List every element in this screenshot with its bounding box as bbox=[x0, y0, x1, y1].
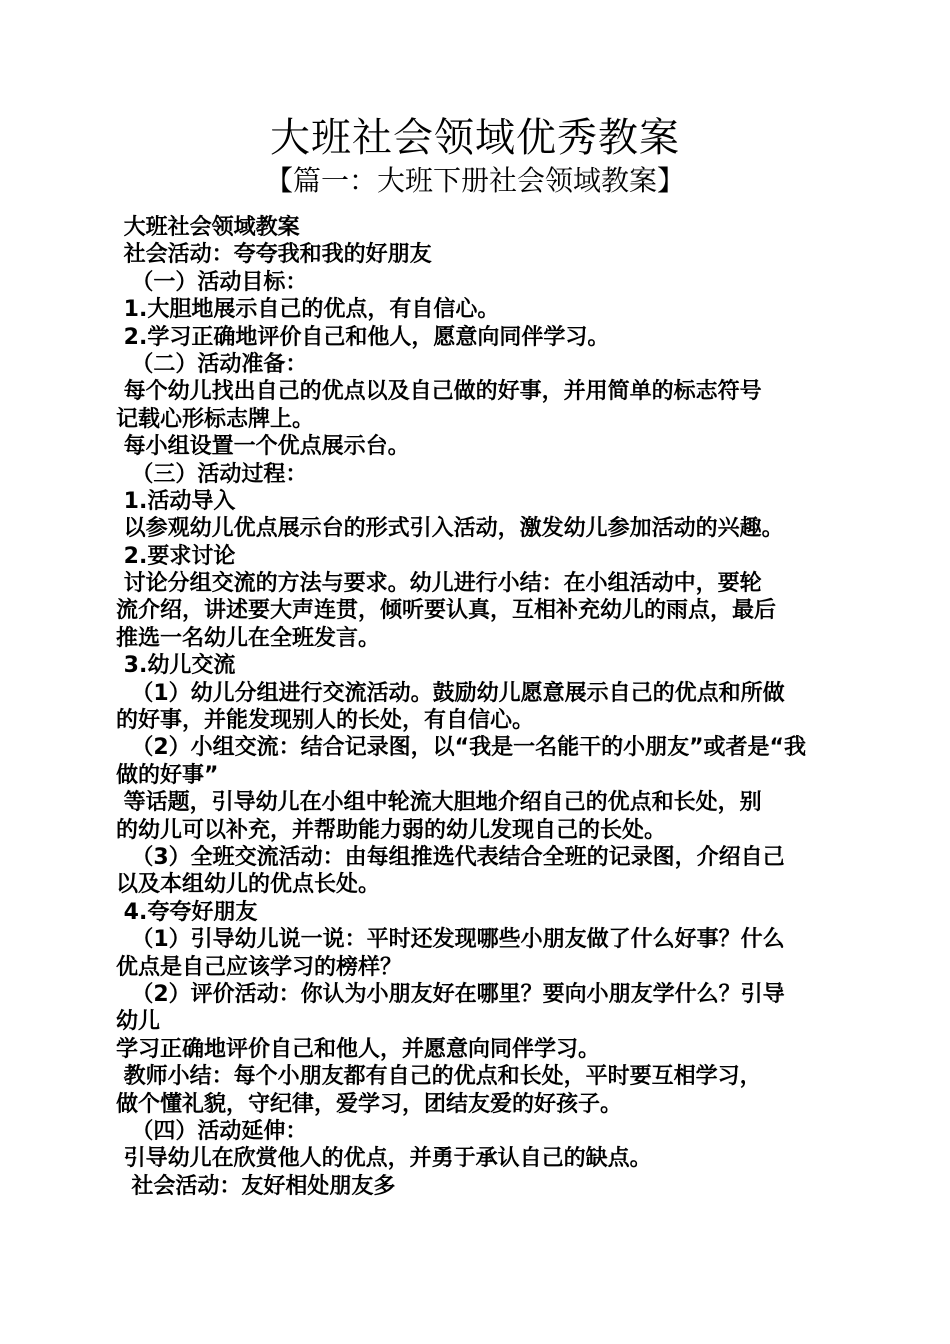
text-line: （1）引导幼儿说一说：平时还发现哪些小朋友做了什么好事？什么 bbox=[116, 927, 785, 953]
document-subtitle: 【篇一：大班下册社会领域教案】 bbox=[264, 164, 685, 197]
text-line: （一）活动目标： bbox=[116, 269, 308, 295]
text-line: 每个幼儿找出自己的优点以及自己做的好事，并用简单的标志符号 bbox=[116, 379, 762, 405]
text-line: 社会活动：夸夸我和我的好朋友 bbox=[116, 242, 432, 268]
document-title: 大班社会领域优秀教案 bbox=[270, 115, 680, 161]
text-line: （二）活动准备： bbox=[116, 351, 308, 377]
text-line: （四）活动延伸： bbox=[116, 1118, 308, 1144]
text-line: （3）全班交流活动：由每组推选代表结合全班的记录图，介绍自己 bbox=[116, 844, 785, 870]
text-line: 幼儿 bbox=[116, 1009, 161, 1035]
text-line: 优点是自己应该学习的榜样？ bbox=[116, 954, 403, 980]
text-line: 2.学习正确地评价自己和他人，愿意向同伴学习。 bbox=[116, 324, 610, 350]
text-line: 做个懂礼貌，守纪律，爱学习，团结友爱的好孩子。 bbox=[116, 1091, 623, 1117]
text-line: 2.要求讨论 bbox=[116, 543, 236, 569]
text-line: 大班社会领域教案 bbox=[116, 215, 300, 240]
text-line: 的好事，并能发现别人的长处，有自信心。 bbox=[116, 708, 535, 734]
document-body bbox=[116, 214, 846, 1200]
text-line: 教师小结：每个小朋友都有自己的优点和长处，平时要互相学习， bbox=[116, 1064, 762, 1090]
text-line: 1.活动导入 bbox=[116, 488, 236, 514]
text-line: 推选一名幼儿在全班发言。 bbox=[116, 625, 381, 651]
text-line: 讨论分组交流的方法与要求。幼儿进行小结：在小组活动中，要轮 bbox=[116, 571, 762, 597]
text-line: 学习正确地评价自己和他人，并愿意向同伴学习。 bbox=[116, 1036, 601, 1062]
text-line: 3.幼儿交流 bbox=[116, 653, 236, 679]
text-line: 以参观幼儿优点展示台的形式引入活动，激发幼儿参加活动的兴趣。 bbox=[116, 516, 784, 542]
text-line: 等话题，引导幼儿在小组中轮流大胆地介绍自己的优点和长处，别 bbox=[116, 790, 762, 816]
text-line: （2）小组交流：结合记录图，以“我是一名能干的小朋友”或者是“我 bbox=[116, 735, 807, 761]
text-line: 以及本组幼儿的优点长处。 bbox=[116, 872, 381, 898]
text-line: 引导幼儿在欣赏他人的优点，并勇于承认自己的缺点。 bbox=[116, 1146, 652, 1172]
text-line: 社会活动：友好相处朋友多 bbox=[116, 1173, 396, 1199]
text-line: 每小组设置一个优点展示台。 bbox=[116, 434, 410, 460]
text-line: 流介绍，讲述要大声连贯，倾听要认真，互相补充幼儿的雨点，最后 bbox=[116, 598, 777, 624]
text-line: （2）评价活动：你认为小朋友好在哪里？要向小朋友学什么？引导 bbox=[116, 981, 785, 1007]
text-line: 4.夸夸好朋友 bbox=[116, 899, 258, 925]
text-line: 记载心形标志牌上。 bbox=[116, 406, 315, 432]
text-line: 1.大胆地展示自己的优点，有自信心。 bbox=[116, 297, 500, 323]
text-line: （1）幼儿分组进行交流活动。鼓励幼儿愿意展示自己的优点和所做 bbox=[116, 680, 785, 706]
text-line: 做的好事” bbox=[116, 762, 219, 788]
text-line: 的幼儿可以补充，并帮助能力弱的幼儿发现自己的长处。 bbox=[116, 817, 667, 843]
text-line: （三）活动过程： bbox=[116, 461, 308, 487]
